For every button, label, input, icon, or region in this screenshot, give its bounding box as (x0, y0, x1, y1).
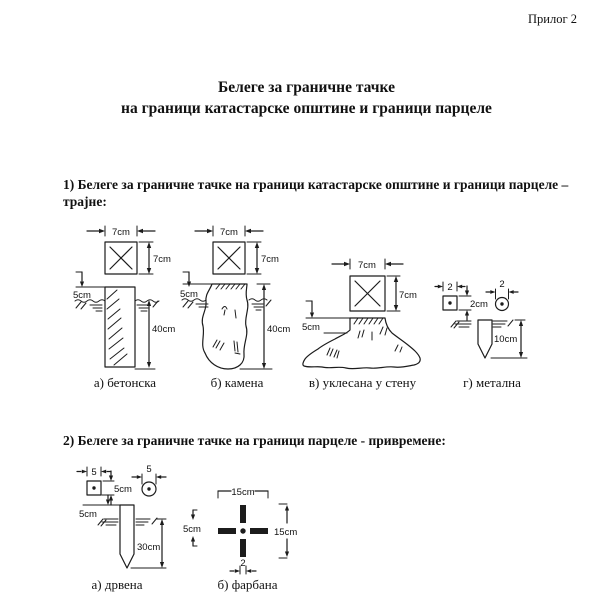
dim-plate-width: 2 (447, 282, 453, 293)
dim-top-height: 5cm (114, 484, 132, 495)
dim-pipe-width: 5 (146, 464, 152, 475)
section1-heading (63, 177, 568, 211)
figure-rock-carved-marker (300, 256, 425, 374)
section2-heading-line1: 2) Белеге за граничне тачке на граници парцеле - привремене: (63, 433, 446, 448)
figure-concrete-marker (73, 222, 178, 374)
dim-above-ground: 5cm (79, 509, 97, 520)
dim-top-height: 7cm (261, 254, 279, 265)
dim-top-width: 7cm (112, 227, 130, 238)
dim-depth: 10cm (494, 334, 518, 345)
figure-wooden-marker (73, 464, 173, 576)
dim-depth: 40cm (152, 324, 176, 335)
figure-label-painted: б) фарбана (217, 577, 278, 592)
figure-label-stone: б) камена (210, 375, 264, 390)
figure-label-wooden: а) дрвена (91, 577, 143, 592)
figure-metal-marker (435, 278, 535, 372)
dim-top-width: 5 (91, 467, 97, 478)
dim-depth: 30cm (137, 542, 161, 553)
dim-above-ground: 5cm (73, 290, 91, 301)
dim-width: 15cm (231, 487, 255, 498)
attachment-label: Прилог 2 (528, 12, 577, 26)
figure-label-metal: г) метална (463, 375, 521, 390)
document-title-line2: на граници катастарске општине и граници парцеле (121, 100, 492, 118)
figure-painted-marker (180, 483, 305, 576)
dim-top-width: 7cm (358, 260, 376, 271)
document-title (0, 77, 613, 120)
dim-above-ground: 5cm (180, 289, 198, 300)
section1-heading-line2: трајне: (63, 193, 107, 209)
dim-top-height: 7cm (153, 254, 171, 265)
dim-arm: 5cm (183, 524, 201, 535)
dim-top-width: 7cm (220, 227, 238, 238)
figure-label-concrete: а) бетонска (93, 375, 157, 390)
dim-above-ground: 5cm (302, 322, 320, 333)
dim-pipe-width: 2 (499, 279, 505, 290)
figure-label-rock-carved: в) уклесана у стену (308, 375, 417, 390)
dim-stroke-width: 2 (240, 558, 246, 569)
document-title-line1: Белеге за граничне тачке (218, 79, 395, 96)
figure-stone-marker (180, 222, 296, 374)
section2-heading (63, 433, 446, 450)
dim-height: 15cm (274, 527, 298, 538)
dim-depth: 40cm (267, 324, 291, 335)
section1-heading-line1: 1) Белеге за граничне тачке на граници катастарске општине и граници парцеле – (63, 177, 569, 192)
dim-plate-height: 2cm (470, 299, 488, 310)
dim-top-height: 7cm (399, 290, 417, 301)
